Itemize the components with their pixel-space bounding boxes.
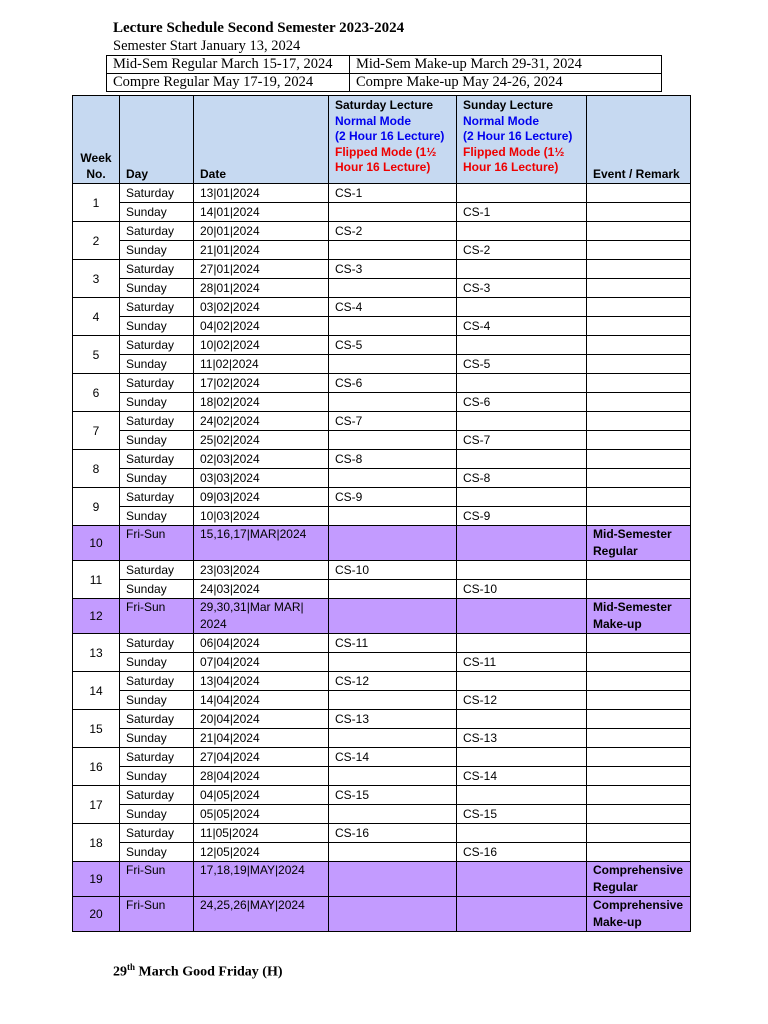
date-cell: 14|01|2024 [194, 203, 329, 222]
table-row [73, 748, 691, 767]
remark-line: Comprehensive [593, 898, 684, 912]
table-row [73, 184, 691, 203]
week-number: 8 [73, 450, 120, 488]
header-sunday-flipped-mode: Flipped Mode (1½ [463, 144, 565, 159]
date-cell: 20|01|2024 [194, 222, 329, 241]
table-row [73, 203, 691, 222]
week-number: 20 [73, 897, 120, 932]
header-saturday-normal-detail: (2 Hour 16 Lecture) [335, 129, 445, 143]
event-row [73, 526, 691, 561]
saturday-lecture-cell [329, 317, 457, 336]
sunday-lecture-cell [457, 748, 587, 767]
saturday-lecture-cell [329, 862, 457, 897]
sunday-lecture-cell [457, 897, 587, 932]
day-cell: Saturday [120, 786, 194, 805]
sunday-lecture-cell: CS-6 [457, 393, 587, 412]
table-row [73, 767, 691, 786]
sunday-lecture-cell [457, 862, 587, 897]
week-number: 2 [73, 222, 120, 260]
day-cell: Saturday [120, 374, 194, 393]
footnote-text: March Good Friday (H) [135, 964, 283, 980]
day-cell: Saturday [120, 412, 194, 431]
day-cell: Fri-Sun [120, 897, 194, 932]
saturday-lecture-cell: CS-7 [329, 412, 457, 431]
week-number: 14 [73, 672, 120, 710]
event-row [73, 862, 691, 897]
table-row [73, 805, 691, 824]
table-row [73, 561, 691, 580]
date-cell: 17|02|2024 [194, 374, 329, 393]
sunday-lecture-cell [457, 336, 587, 355]
day-cell: Sunday [120, 431, 194, 450]
sunday-lecture-cell [457, 450, 587, 469]
saturday-lecture-cell: CS-9 [329, 488, 457, 507]
event-remark-cell [587, 561, 691, 580]
header-sunday-flipped-detail: Hour 16 Lecture) [463, 160, 559, 174]
table-row [73, 412, 691, 431]
table-row [73, 488, 691, 507]
day-cell: Fri-Sun [120, 599, 194, 634]
date-cell: 04|05|2024 [194, 786, 329, 805]
sunday-lecture-cell [457, 599, 587, 634]
table-row [73, 672, 691, 691]
event-remark-cell [587, 279, 691, 298]
table-row [73, 355, 691, 374]
date-cell: 06|04|2024 [194, 634, 329, 653]
date-cell [194, 862, 329, 897]
event-remark-cell [587, 748, 691, 767]
sunday-lecture-cell [457, 710, 587, 729]
event-remark-cell [587, 450, 691, 469]
event-remark-cell [587, 393, 691, 412]
event-remark-cell [587, 691, 691, 710]
event-remark-cell [587, 222, 691, 241]
sunday-lecture-cell: CS-15 [457, 805, 587, 824]
sunday-lecture-cell: CS-12 [457, 691, 587, 710]
table-row [73, 843, 691, 862]
event-remark-cell [587, 507, 691, 526]
table-row [73, 317, 691, 336]
header-saturday-lecture [329, 96, 457, 184]
date-cell: 10|02|2024 [194, 336, 329, 355]
day-cell: Saturday [120, 634, 194, 653]
sunday-lecture-cell: CS-10 [457, 580, 587, 599]
saturday-lecture-cell: CS-5 [329, 336, 457, 355]
date-cell: 20|04|2024 [194, 710, 329, 729]
table-row [73, 298, 691, 317]
table-row [73, 824, 691, 843]
event-remark-cell [587, 241, 691, 260]
event-remark-cell [587, 469, 691, 488]
header-saturday-normal-mode: Normal Mode [335, 113, 412, 128]
date-cell: 28|04|2024 [194, 767, 329, 786]
saturday-lecture-cell: CS-4 [329, 298, 457, 317]
day-cell: Saturday [120, 561, 194, 580]
table-row [73, 507, 691, 526]
sunday-lecture-cell [457, 634, 587, 653]
remark-line: Comprehensive [593, 863, 684, 877]
week-number: 1 [73, 184, 120, 222]
sunday-lecture-cell [457, 412, 587, 431]
day-cell: Sunday [120, 805, 194, 824]
exam-dates-table [106, 55, 662, 92]
sunday-lecture-cell: CS-7 [457, 431, 587, 450]
schedule-body [73, 184, 691, 932]
date-cell: 09|03|2024 [194, 488, 329, 507]
header-week-label: Week [80, 151, 112, 165]
table-row [73, 729, 691, 748]
sunday-lecture-cell [457, 374, 587, 393]
day-cell: Saturday [120, 488, 194, 507]
saturday-lecture-cell: CS-11 [329, 634, 457, 653]
table-row [73, 634, 691, 653]
sunday-lecture-cell: CS-9 [457, 507, 587, 526]
date-cell: 07|04|2024 [194, 653, 329, 672]
week-number: 7 [73, 412, 120, 450]
sunday-lecture-cell [457, 824, 587, 843]
day-cell: Saturday [120, 184, 194, 203]
document-title: Lecture Schedule Second Semester 2023-2024 [113, 20, 405, 36]
compre-makeup-cell: Compre Make-up May 24-26, 2024 [350, 74, 662, 92]
week-number: 15 [73, 710, 120, 748]
table-row [73, 241, 691, 260]
day-cell: Sunday [120, 393, 194, 412]
saturday-lecture-cell [329, 279, 457, 298]
lecture-schedule-table [72, 95, 691, 932]
day-cell: Sunday [120, 580, 194, 599]
day-cell: Saturday [120, 336, 194, 355]
date-cell: 21|01|2024 [194, 241, 329, 260]
saturday-lecture-cell: CS-3 [329, 260, 457, 279]
day-cell: Sunday [120, 729, 194, 748]
header-saturday-title: Saturday Lecture [335, 98, 434, 112]
sunday-lecture-cell: CS-8 [457, 469, 587, 488]
remark-line: Regular [593, 544, 638, 558]
date-cell: 25|02|2024 [194, 431, 329, 450]
header-saturday-flipped-detail: Hour 16 Lecture) [335, 160, 431, 174]
sunday-lecture-cell [457, 786, 587, 805]
event-remark-cell [587, 862, 691, 897]
day-cell: Sunday [120, 691, 194, 710]
event-row [73, 897, 691, 932]
saturday-lecture-cell [329, 767, 457, 786]
event-remark-cell [587, 672, 691, 691]
sunday-lecture-cell [457, 298, 587, 317]
table-row [73, 374, 691, 393]
saturday-lecture-cell: CS-1 [329, 184, 457, 203]
sunday-lecture-cell: CS-4 [457, 317, 587, 336]
event-remark-cell [587, 526, 691, 561]
date-line: 15,16,17|MAR|2024 [200, 527, 307, 541]
sunday-lecture-cell [457, 488, 587, 507]
event-remark-cell [587, 729, 691, 748]
event-remark-cell [587, 580, 691, 599]
sunday-lecture-cell: CS-13 [457, 729, 587, 748]
saturday-lecture-cell [329, 241, 457, 260]
day-cell: Saturday [120, 222, 194, 241]
header-event-remark: Event / Remark [587, 96, 691, 184]
date-cell: 27|04|2024 [194, 748, 329, 767]
day-cell: Saturday [120, 672, 194, 691]
saturday-lecture-cell: CS-2 [329, 222, 457, 241]
footnote-day: 29 [113, 964, 127, 980]
event-remark-cell [587, 599, 691, 634]
event-remark-cell [587, 653, 691, 672]
day-cell: Sunday [120, 507, 194, 526]
week-number: 17 [73, 786, 120, 824]
footnote-suffix: th [127, 962, 136, 972]
date-line: 2024 [200, 617, 227, 631]
sunday-lecture-cell [457, 672, 587, 691]
midsem-makeup-cell: Mid-Sem Make-up March 29-31, 2024 [350, 56, 662, 74]
table-row [73, 431, 691, 450]
sunday-lecture-cell: CS-3 [457, 279, 587, 298]
sunday-lecture-cell [457, 561, 587, 580]
day-cell: Sunday [120, 203, 194, 222]
event-remark-cell [587, 260, 691, 279]
saturday-lecture-cell [329, 729, 457, 748]
header-day: Day [120, 96, 194, 184]
date-cell: 13|01|2024 [194, 184, 329, 203]
date-cell: 11|05|2024 [194, 824, 329, 843]
week-number: 3 [73, 260, 120, 298]
date-cell: 05|05|2024 [194, 805, 329, 824]
day-cell: Saturday [120, 710, 194, 729]
saturday-lecture-cell [329, 843, 457, 862]
week-number: 16 [73, 748, 120, 786]
saturday-lecture-cell: CS-10 [329, 561, 457, 580]
header-sunday-normal-detail: (2 Hour 16 Lecture) [463, 129, 573, 143]
date-cell [194, 897, 329, 932]
event-remark-cell [587, 336, 691, 355]
header-week-no [73, 96, 120, 184]
event-remark-cell [587, 431, 691, 450]
event-remark-cell [587, 824, 691, 843]
date-line: 29,30,31|Mar MAR| [200, 600, 304, 614]
week-number: 6 [73, 374, 120, 412]
table-row [73, 260, 691, 279]
day-cell: Saturday [120, 824, 194, 843]
week-number: 4 [73, 298, 120, 336]
week-number: 9 [73, 488, 120, 526]
saturday-lecture-cell [329, 599, 457, 634]
date-cell: 11|02|2024 [194, 355, 329, 374]
event-remark-cell [587, 767, 691, 786]
event-remark-cell [587, 317, 691, 336]
event-remark-cell [587, 805, 691, 824]
header-sunday-lecture [457, 96, 587, 184]
exam-dates-row [107, 74, 662, 92]
date-cell: 02|03|2024 [194, 450, 329, 469]
sunday-lecture-cell: CS-5 [457, 355, 587, 374]
table-row [73, 393, 691, 412]
event-remark-cell [587, 203, 691, 222]
day-cell: Fri-Sun [120, 862, 194, 897]
day-cell: Saturday [120, 298, 194, 317]
saturday-lecture-cell [329, 469, 457, 488]
day-cell: Sunday [120, 355, 194, 374]
date-cell: 14|04|2024 [194, 691, 329, 710]
sunday-lecture-cell [457, 184, 587, 203]
semester-start: Semester Start January 13, 2024 [113, 38, 301, 54]
event-remark-cell [587, 786, 691, 805]
remark-line: Make-up [593, 915, 642, 929]
saturday-lecture-cell [329, 507, 457, 526]
table-row [73, 450, 691, 469]
sunday-lecture-cell [457, 260, 587, 279]
sunday-lecture-cell [457, 526, 587, 561]
sunday-lecture-cell: CS-1 [457, 203, 587, 222]
saturday-lecture-cell: CS-8 [329, 450, 457, 469]
event-remark-cell [587, 488, 691, 507]
table-row [73, 710, 691, 729]
table-row [73, 653, 691, 672]
remark-line: Make-up [593, 617, 642, 631]
date-cell: 21|04|2024 [194, 729, 329, 748]
remark-line: Mid-Semester [593, 527, 672, 541]
event-remark-cell [587, 710, 691, 729]
sunday-lecture-cell: CS-14 [457, 767, 587, 786]
date-cell: 24|02|2024 [194, 412, 329, 431]
table-row [73, 691, 691, 710]
date-cell: 27|01|2024 [194, 260, 329, 279]
date-cell: 03|02|2024 [194, 298, 329, 317]
saturday-lecture-cell: CS-16 [329, 824, 457, 843]
saturday-lecture-cell: CS-13 [329, 710, 457, 729]
day-cell: Saturday [120, 260, 194, 279]
saturday-lecture-cell: CS-15 [329, 786, 457, 805]
date-cell: 28|01|2024 [194, 279, 329, 298]
date-cell: 18|02|2024 [194, 393, 329, 412]
date-line: 24,25,26|MAY|2024 [200, 898, 305, 912]
week-number: 11 [73, 561, 120, 599]
saturday-lecture-cell: CS-12 [329, 672, 457, 691]
event-remark-cell [587, 412, 691, 431]
header-date: Date [194, 96, 329, 184]
event-remark-cell [587, 298, 691, 317]
date-cell: 03|03|2024 [194, 469, 329, 488]
event-remark-cell [587, 897, 691, 932]
sunday-lecture-cell: CS-11 [457, 653, 587, 672]
date-cell: 10|03|2024 [194, 507, 329, 526]
table-row [73, 469, 691, 488]
day-cell: Fri-Sun [120, 526, 194, 561]
day-cell: Sunday [120, 767, 194, 786]
table-row [73, 580, 691, 599]
sunday-lecture-cell: CS-2 [457, 241, 587, 260]
footnote [113, 962, 283, 981]
date-cell: 13|04|2024 [194, 672, 329, 691]
exam-dates-row [107, 56, 662, 74]
event-remark-cell [587, 843, 691, 862]
saturday-lecture-cell [329, 653, 457, 672]
week-number: 10 [73, 526, 120, 561]
event-remark-cell [587, 374, 691, 393]
saturday-lecture-cell [329, 580, 457, 599]
saturday-lecture-cell [329, 691, 457, 710]
day-cell: Sunday [120, 469, 194, 488]
saturday-lecture-cell [329, 203, 457, 222]
sunday-lecture-cell: CS-16 [457, 843, 587, 862]
week-number: 5 [73, 336, 120, 374]
header-sunday-title: Sunday Lecture [463, 98, 554, 112]
table-row [73, 222, 691, 241]
day-cell: Sunday [120, 279, 194, 298]
week-number: 12 [73, 599, 120, 634]
date-cell: 24|03|2024 [194, 580, 329, 599]
saturday-lecture-cell [329, 526, 457, 561]
saturday-lecture-cell: CS-14 [329, 748, 457, 767]
day-cell: Sunday [120, 843, 194, 862]
saturday-lecture-cell: CS-6 [329, 374, 457, 393]
sunday-lecture-cell [457, 222, 587, 241]
day-cell: Saturday [120, 450, 194, 469]
week-number: 13 [73, 634, 120, 672]
week-number: 19 [73, 862, 120, 897]
event-remark-cell [587, 634, 691, 653]
date-cell [194, 599, 329, 634]
header-sunday-normal-mode: Normal Mode [463, 113, 540, 128]
remark-line: Mid-Semester [593, 600, 672, 614]
day-cell: Saturday [120, 748, 194, 767]
date-cell: 23|03|2024 [194, 561, 329, 580]
day-cell: Sunday [120, 317, 194, 336]
date-cell: 04|02|2024 [194, 317, 329, 336]
date-cell [194, 526, 329, 561]
event-remark-cell [587, 184, 691, 203]
event-remark-cell [587, 355, 691, 374]
header-saturday-flipped-mode: Flipped Mode (1½ [335, 144, 437, 159]
date-line: 17,18,19|MAY|2024 [200, 863, 305, 877]
saturday-lecture-cell [329, 897, 457, 932]
date-cell: 12|05|2024 [194, 843, 329, 862]
remark-line: Regular [593, 880, 638, 894]
midsem-regular-cell: Mid-Sem Regular March 15-17, 2024 [107, 56, 350, 74]
week-number: 18 [73, 824, 120, 862]
saturday-lecture-cell [329, 805, 457, 824]
saturday-lecture-cell [329, 355, 457, 374]
compre-regular-cell: Compre Regular May 17-19, 2024 [107, 74, 350, 92]
table-row [73, 336, 691, 355]
saturday-lecture-cell [329, 431, 457, 450]
day-cell: Sunday [120, 653, 194, 672]
day-cell: Sunday [120, 241, 194, 260]
saturday-lecture-cell [329, 393, 457, 412]
event-row [73, 599, 691, 634]
header-no-label: No. [86, 166, 106, 181]
table-row [73, 279, 691, 298]
table-header-row [73, 96, 691, 184]
table-row [73, 786, 691, 805]
